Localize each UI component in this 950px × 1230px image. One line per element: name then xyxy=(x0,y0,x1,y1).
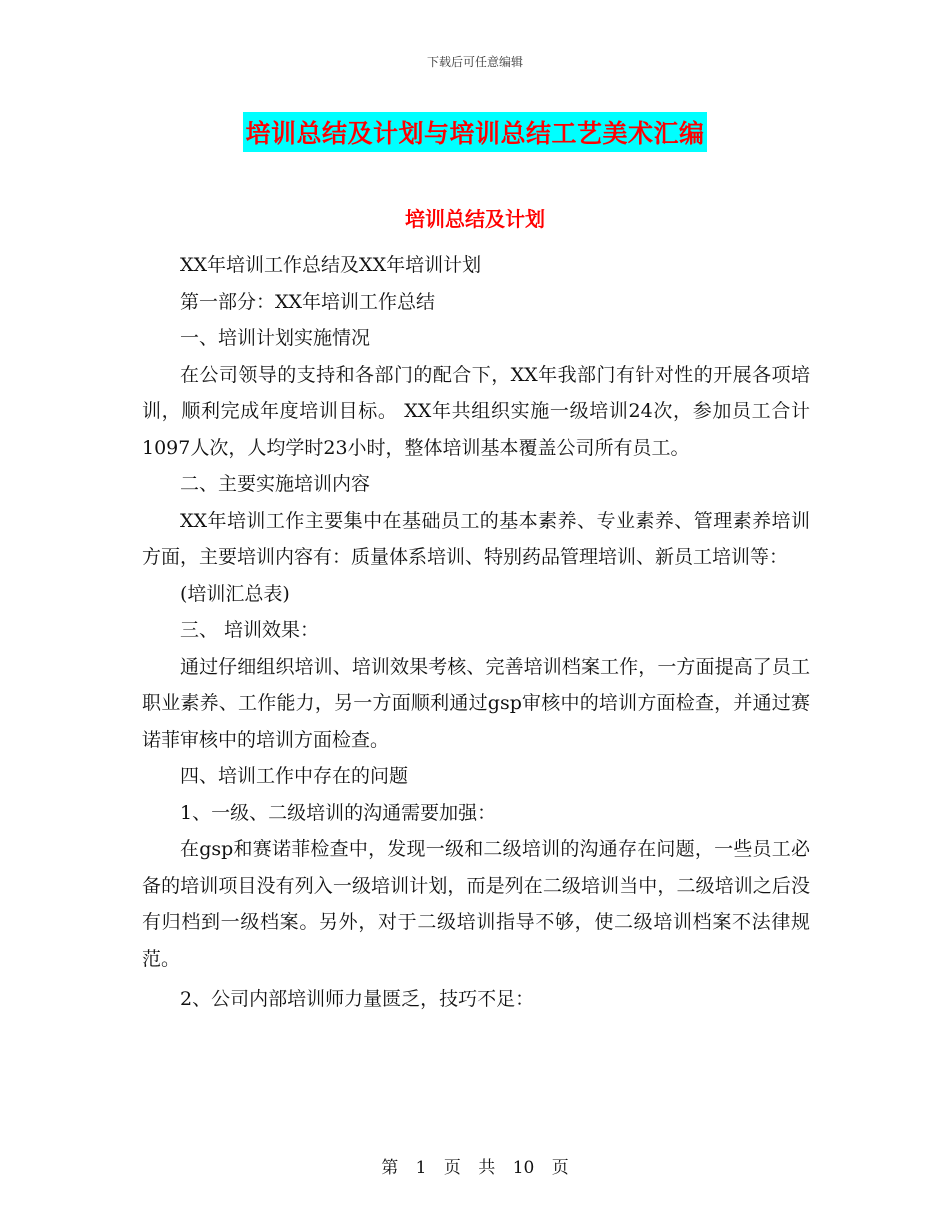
total-pages: 10 xyxy=(512,1158,535,1178)
document-body xyxy=(142,247,810,1018)
paragraph: XX年培训工作主要集中在基础员工的基本素养、专业素养、管理素养培训方面，主要培训内容有：质量体系培训、特别药品管理培训、新员工培训等： xyxy=(142,509,810,568)
total-unit: 页 xyxy=(551,1158,569,1178)
paragraph: 2、公司内部培训师力量匮乏，技巧不足： xyxy=(180,988,535,1010)
document-title-text: 培训总结及计划与培训总结工艺美术汇编 xyxy=(243,112,706,152)
page-label: 第 xyxy=(381,1158,399,1178)
section-title: 培训总结及计划 xyxy=(405,207,545,231)
page-number: 1 xyxy=(415,1158,427,1178)
header-note: 下载后可任意编辑 xyxy=(426,55,523,69)
paragraph: 第一部分：XX年培训工作总结 xyxy=(180,290,436,313)
page-footer xyxy=(0,1153,950,1178)
paragraph: (培训汇总表) xyxy=(180,582,290,605)
total-label: 共 xyxy=(478,1158,496,1178)
paragraph: 在gsp和赛诺菲检查中，发现一级和二级培训的沟通存在问题，一些员工必备的培训项目没有列入一级培训计划，而是列在二级培训当中，二级培训之后没有归档到一级档案。另外，对于二级培训指导不够，使二级培训档案不法律规范。 xyxy=(142,838,810,970)
paragraph: 四、培训工作中存在的问题 xyxy=(180,765,409,787)
document-title xyxy=(0,112,950,152)
paragraph: 一、培训计划实施情况 xyxy=(180,327,371,349)
paragraph: 三、 培训效果： xyxy=(180,619,320,641)
page-unit: 页 xyxy=(443,1158,461,1178)
paragraph: 通过仔细组织培训、培训效果考核、完善培训档案工作，一方面提高了员工职业素养、工作能力，另一方面顺利通过gsp审核中的培训方面检查，并通过赛诺菲审核中的培训方面检查。 xyxy=(142,655,810,751)
paragraph: XX年培训工作总结及XX年培训计划 xyxy=(180,254,482,276)
paragraph: 在公司领导的支持和各部门的配合下，XX年我部门有针对性的开展各项培训，顺利完成年度培训目标。 XX年共组织实施一级培训24次，参加员工合计1097人次，人均学时23小时，整体培训基本覆盖公司所有员工。 xyxy=(142,363,810,459)
paragraph: 1、一级、二级培训的沟通需要加强： xyxy=(180,801,497,824)
paragraph: 二、主要实施培训内容 xyxy=(180,473,371,495)
